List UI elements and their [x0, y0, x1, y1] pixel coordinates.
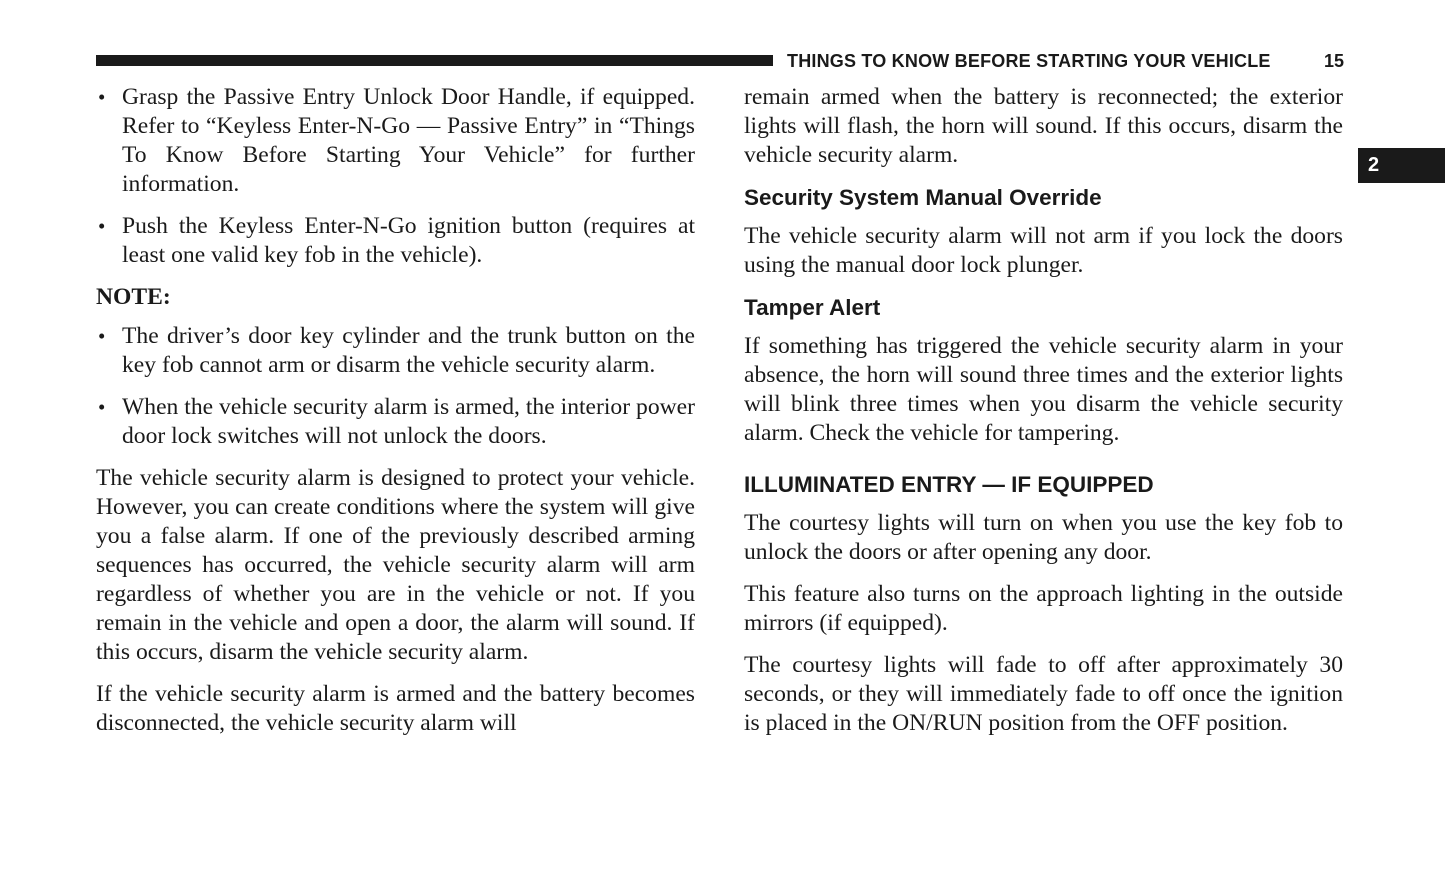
bullet-icon: • — [98, 214, 106, 238]
bullet-list — [96, 83, 695, 270]
paragraph: The courtesy lights will turn on when you use the key fob to unlock the doors or after opening any door. — [744, 510, 1343, 565]
paragraph: The courtesy lights will fade to off after approximately 30 seconds, or they will immediately fade to off once the ignition is placed in the ON/RUN position from the OFF position. — [744, 652, 1343, 736]
note-bullet-list — [96, 322, 695, 451]
paragraph: This feature also turns on the approach lighting in the outside mirrors (if equipped). — [744, 581, 1343, 636]
header-rule — [96, 55, 773, 66]
section-heading: Tamper Alert — [744, 295, 881, 320]
left-column — [96, 83, 695, 738]
running-header-title: THINGS TO KNOW BEFORE STARTING YOUR VEHICLE — [787, 51, 1271, 71]
bullet-icon: • — [98, 395, 106, 419]
list-item: • Grasp the Passive Entry Unlock Door Handle, if equipped. Refer to “Keyless Enter-N-Go — Passive Entry” in “Things To Know Before Starting Your Vehicle” for further information. — [98, 84, 695, 197]
paragraph: The vehicle security alarm is designed to protect your vehicle. However, you can create conditions where the system will give you a false alarm. If one of the previously described arming sequences has occurred, the vehicle security alarm will arm regardless of whether you are in the vehicle or not. If you remain in the vehicle and open a door, the alarm will sound. If this occurs, disarm the vehicle security alarm. — [96, 465, 695, 665]
paragraph: If the vehicle security alarm is armed and the battery becomes disconnected, the vehicle security alarm will — [96, 681, 695, 736]
paragraph: The vehicle security alarm will not arm if you lock the doors using the manual door lock plunger. — [744, 223, 1343, 278]
page-number: 15 — [1324, 51, 1345, 71]
major-heading: ILLUMINATED ENTRY — IF EQUIPPED — [744, 472, 1154, 497]
list-item: • The driver’s door key cylinder and the trunk button on the key fob cannot arm or disarm the vehicle security alarm. — [98, 323, 695, 378]
section-heading: Security System Manual Override — [744, 185, 1102, 210]
list-item: • Push the Keyless Enter-N-Go ignition button (requires at least one valid key fob in the vehicle). — [98, 213, 695, 268]
list-item: • When the vehicle security alarm is armed, the interior power door lock switches will not unlock the doors. — [98, 394, 695, 449]
bullet-icon: • — [98, 324, 106, 348]
paragraph: If something has triggered the vehicle security alarm in your absence, the horn will sound three times and the exterior lights will blink three times when you disarm the vehicle security alarm. Check the vehicle for tampering. — [744, 333, 1343, 446]
chapter-tab: 2 — [1358, 148, 1445, 183]
right-column — [744, 83, 1343, 738]
bullet-icon: • — [98, 85, 106, 109]
paragraph: remain armed when the battery is reconnected; the exterior lights will flash, the horn will sound. If this occurs, disarm the vehicle security alarm. — [744, 84, 1343, 168]
note-label: NOTE: — [96, 284, 171, 310]
